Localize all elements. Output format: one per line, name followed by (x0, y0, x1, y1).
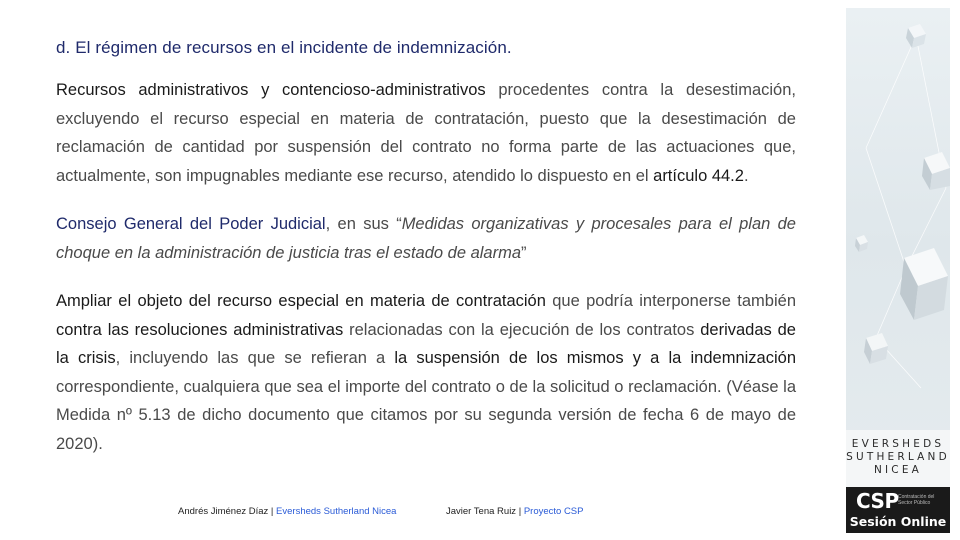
para1-lead: Recursos administrativos y contencioso-administrativos (56, 81, 486, 99)
para2-text: , en sus “ (325, 215, 402, 233)
csp-logo-word: CSP (856, 489, 899, 513)
cube-large (900, 248, 948, 320)
para1-text: procedentes contra la desestimación, excluyendo el recurso especial en materia de contratación, puesto que la desestimación de reclamación de cantidad por suspensión del contrato no forma parte de las actuaciones que, actualmente, son impugnables mediante ese recurso, atendido lo dispuesto en el (56, 81, 796, 185)
geometric-cubes-decoration (846, 8, 950, 430)
cube-top (906, 24, 926, 48)
logo-line-3: NICEA (873, 464, 923, 476)
para3-text-3: , incluyendo las que se refieran a (115, 349, 395, 367)
cube-small (855, 235, 868, 252)
footer-right (446, 506, 583, 517)
para3-strong-4: la suspensión de los mismos y a la indemnización (394, 349, 796, 367)
footer-right-name: Javier Tena Ruiz | (446, 506, 524, 517)
para2-quote: Medidas organizativas y procesales para el plan de choque en la administración de justicia tras el estado de alarma (56, 215, 796, 262)
paragraph-ampliar (56, 287, 796, 458)
para2-lead: Consejo General del Poder Judicial (56, 215, 326, 233)
footer-left (178, 506, 396, 517)
footer-left-org: Eversheds Sutherland Nicea (276, 506, 397, 517)
para3-strong-3: derivadas de la crisis (56, 320, 796, 367)
sidebar-panel (846, 8, 950, 533)
eversheds-logo (846, 430, 950, 487)
cube-middle (922, 152, 950, 190)
cube-bottom (864, 333, 888, 364)
para3-strong-1: Ampliar el objeto del recurso especial en materia de contratación (56, 292, 546, 310)
session-online-label: Sesión Online (849, 514, 947, 529)
footer-left-name: Andrés Jiménez Díaz | (178, 506, 277, 517)
slide-content (56, 38, 796, 478)
logo-line-2: SUTHERLAND (846, 451, 950, 463)
csp-tagline: Contratación del Sector Público (898, 494, 935, 506)
para3-text-1: que podría interponerse también (545, 292, 796, 310)
logo-line-1: EVERSHEDS (851, 438, 945, 450)
para3-text-4: correspondiente, cualquiera que sea el importe del contrato o de la solicitud o reclamación. (Véase la Medida nº 5.13 de dicho documento que citamos por su segunda versión de fecha 6 de mayo de 2020). (56, 377, 796, 453)
paragraph-cgpj (56, 210, 796, 267)
paragraph-recursos (56, 76, 796, 190)
para1-article-ref: artículo 44.2 (653, 166, 744, 185)
para2-end: ” (521, 243, 527, 262)
para1-end: . (743, 166, 749, 185)
section-heading: d. El régimen de recursos en el incidente de indemnización. (56, 38, 512, 57)
csp-badge (846, 487, 950, 533)
para3-text-2: relacionadas con la ejecución de los contratos (343, 320, 701, 339)
para3-strong-2: contra las resoluciones administrativas (56, 320, 344, 339)
footer-right-org: Proyecto CSP (523, 506, 584, 517)
